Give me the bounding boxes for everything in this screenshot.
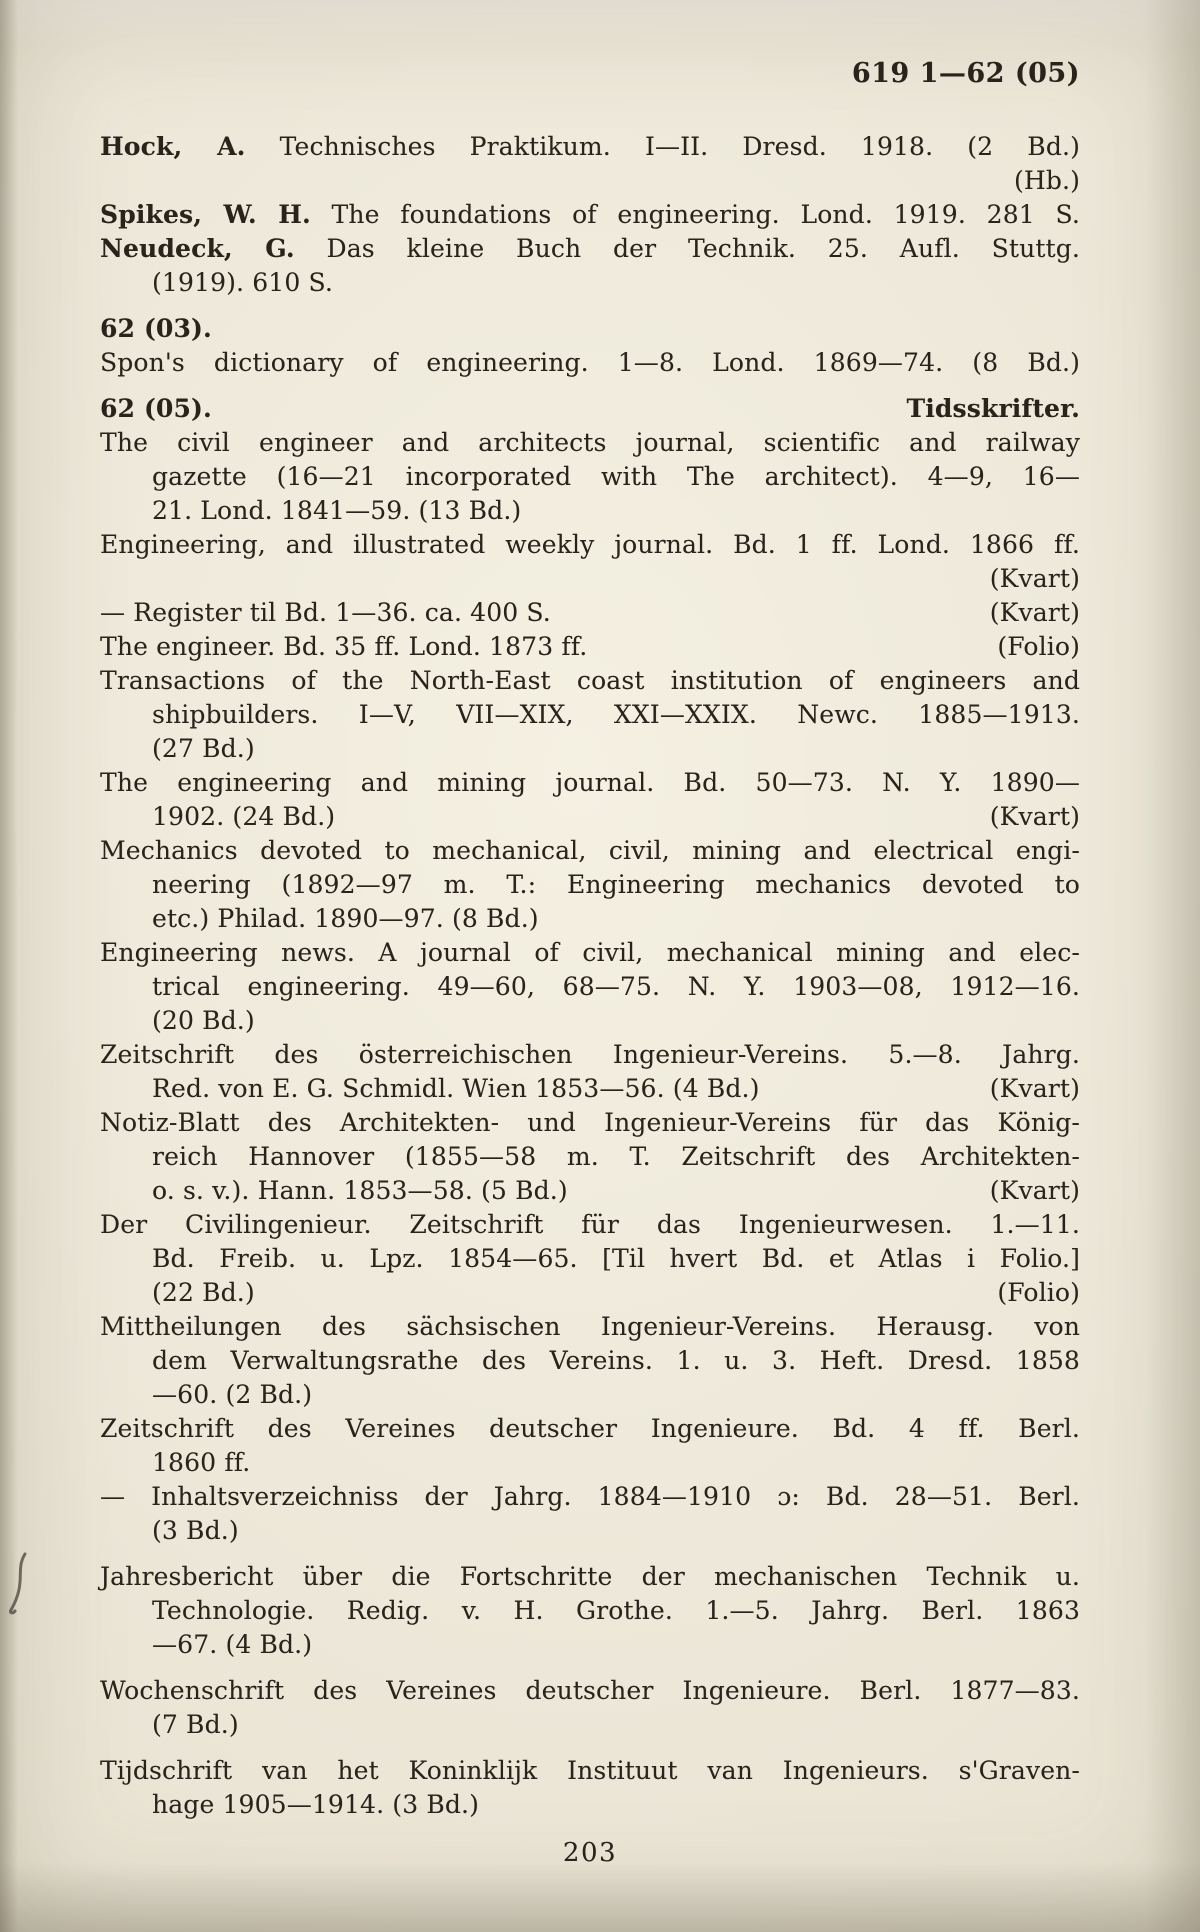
entry-text: The foundations of engineering. Lond. 1919. 281 S. [331, 200, 1080, 229]
entry-text: —60. (2 Bd.) [152, 1380, 313, 1409]
entry-text: hage 1905—1914. (3 Bd.) [152, 1790, 480, 1819]
entry-text: Mittheilungen des sächsischen Ingenieur-Vereins. Herausg. von [100, 1312, 1080, 1341]
entry-text: (3 Bd.) [152, 1516, 239, 1545]
entry-line [100, 164, 1080, 198]
entry-text: Jahresbericht über die Fortschritte der mechanischen Technik u. [100, 1562, 1080, 1591]
entry-text: Wochenschrift des Vereines deutscher Ingenieure. Berl. 1877—83. [100, 1676, 1080, 1705]
entry-line [100, 494, 1080, 528]
entry-text: — Register til Bd. 1—36. ca. 400 S. [100, 598, 551, 627]
entry-line [100, 198, 1080, 232]
entry-right-annotation: (Hb.) [1013, 166, 1080, 195]
entry-text: Bd. Freib. u. Lpz. 1854—65. [Til hvert Bd. et Atlas i Folio.] [152, 1244, 1080, 1273]
entry-line [100, 460, 1080, 494]
entry-text: Spon's dictionary of engineering. 1—8. Lond. 1869—74. (8 Bd.) [100, 348, 1080, 377]
text-block [100, 130, 1080, 1822]
entry-line [100, 1276, 1080, 1310]
entry-text: The engineering and mining journal. Bd. 50—73. N. Y. 1890— [100, 768, 1080, 797]
entry-text: The engineer. Bd. 35 ff. Lond. 1873 ff. [100, 632, 588, 661]
entry-line [100, 266, 1080, 300]
entry-right-annotation: (Kvart) [989, 1074, 1080, 1103]
entry-bold-text: 62 (05). [100, 394, 212, 423]
entry-line [100, 902, 1080, 936]
entry-line [100, 1174, 1080, 1208]
pen-stroke-mark-icon [4, 1552, 34, 1616]
entry-line [100, 1788, 1080, 1822]
entry-bold-text: Hock, A. [100, 132, 246, 161]
entry-bold-text: 62 (03). [100, 314, 212, 343]
entry-line [100, 232, 1080, 266]
entry-line [100, 698, 1080, 732]
entry-text: Notiz-Blatt des Architekten- und Ingenieur-Vereins für das König- [100, 1108, 1080, 1137]
entry-line [100, 130, 1080, 164]
entry-line [100, 1480, 1080, 1514]
entry-text: (20 Bd.) [152, 1006, 255, 1035]
entry-right-annotation: (Kvart) [989, 598, 1080, 627]
entry-line [100, 664, 1080, 698]
entry-line [100, 1594, 1080, 1628]
entry-text: (1919). 610 S. [152, 268, 333, 297]
entry-line [100, 970, 1080, 1004]
entry-text: o. s. v.). Hann. 1853—58. (5 Bd.) [152, 1176, 568, 1205]
entry-text: 21. Lond. 1841—59. (13 Bd.) [152, 496, 522, 525]
entry-line [100, 936, 1080, 970]
entry-text: — Inhaltsverzeichniss der Jahrg. 1884—1910 ɔ: Bd. 28—51. Berl. [100, 1482, 1080, 1511]
entry-line [100, 1208, 1080, 1242]
entry-line [100, 1628, 1080, 1662]
entry-text: Tijdschrift van het Koninklijk Instituut van Ingenieurs. s'Graven- [100, 1756, 1080, 1785]
entry-text: trical engineering. 49—60, 68—75. N. Y. 1903—08, 1912—16. [152, 972, 1080, 1001]
entry-line [100, 1004, 1080, 1038]
entry-line [100, 1140, 1080, 1174]
entry-text: Red. von E. G. Schmidl. Wien 1853—56. (4 Bd.) [152, 1074, 760, 1103]
entry-right-annotation: (Kvart) [989, 1176, 1080, 1205]
entry-text: The civil engineer and architects journal, scientific and railway [100, 428, 1080, 457]
entry-line [100, 1560, 1080, 1594]
entry-text: (7 Bd.) [152, 1710, 239, 1739]
entry-line [100, 732, 1080, 766]
entry-line [100, 1106, 1080, 1140]
entry-text: Mechanics devoted to mechanical, civil, mining and electrical engi- [100, 836, 1080, 865]
entry-text: Technisches Praktikum. I—II. Dresd. 1918. (2 Bd.) [279, 132, 1080, 161]
entry-text: Der Civilingenieur. Zeitschrift für das Ingenieurwesen. 1.—11. [100, 1210, 1080, 1239]
entry-line [100, 1708, 1080, 1742]
entry-text: gazette (16—21 incorporated with The architect). 4—9, 16— [152, 462, 1080, 491]
entry-line [100, 1514, 1080, 1548]
entry-line [100, 528, 1080, 562]
entry-line [100, 766, 1080, 800]
entry-line [100, 630, 1080, 664]
entry-line [100, 562, 1080, 596]
entry-line [100, 1038, 1080, 1072]
entry-bold-text: Neudeck, G. [100, 234, 295, 263]
entry-text: (27 Bd.) [152, 734, 255, 763]
entry-line [100, 346, 1080, 380]
entry-line [100, 392, 1080, 426]
entry-text: dem Verwaltungsrathe des Vereins. 1. u. 3. Heft. Dresd. 1858 [152, 1346, 1080, 1375]
entry-line [100, 426, 1080, 460]
entry-right-annotation: (Kvart) [989, 564, 1080, 593]
entry-line [100, 1446, 1080, 1480]
entry-text: Engineering news. A journal of civil, mechanical mining and elec- [100, 938, 1080, 967]
entry-text: Zeitschrift des Vereines deutscher Ingenieure. Bd. 4 ff. Berl. [100, 1414, 1080, 1443]
entry-line [100, 1412, 1080, 1446]
entry-right-annotation: Tidsskrifter. [906, 394, 1080, 423]
entry-text: Das kleine Buch der Technik. 25. Aufl. Stuttg. [326, 234, 1080, 263]
entry-bold-text: Spikes, W. H. [100, 200, 311, 229]
entry-text: 1902. (24 Bd.) [152, 802, 336, 831]
entry-line [100, 1242, 1080, 1276]
entry-line [100, 1378, 1080, 1412]
entry-line [100, 1674, 1080, 1708]
entry-text: shipbuilders. I—V, VII—XIX, XXI—XXIX. Newc. 1885—1913. [152, 700, 1080, 729]
entry-line [100, 596, 1080, 630]
entry-text: neering (1892—97 m. T.: Engineering mechanics devoted to [152, 870, 1080, 899]
entry-text: Transactions of the North-East coast institution of engineers and [100, 666, 1080, 695]
entry-line [100, 868, 1080, 902]
entry-text: —67. (4 Bd.) [152, 1630, 313, 1659]
entry-text: Zeitschrift des österreichischen Ingenieur-Vereins. 5.—8. Jahrg. [100, 1040, 1080, 1069]
entry-text: reich Hannover (1855—58 m. T. Zeitschrift des Architekten- [152, 1142, 1080, 1171]
entry-text: 1860 ff. [152, 1448, 251, 1477]
entry-line [100, 1344, 1080, 1378]
entry-line [100, 1310, 1080, 1344]
entry-right-annotation: (Folio) [997, 1278, 1080, 1307]
entry-text: Engineering, and illustrated weekly journal. Bd. 1 ff. Lond. 1866 ff. [100, 530, 1080, 559]
entry-line [100, 834, 1080, 868]
entry-line [100, 312, 1080, 346]
entry-right-annotation: (Folio) [997, 632, 1080, 661]
entry-right-annotation: (Kvart) [989, 802, 1080, 831]
entry-text: etc.) Philad. 1890—97. (8 Bd.) [152, 904, 539, 933]
classmark-header: 619 1—62 (05) [851, 58, 1080, 89]
entry-line [100, 800, 1080, 834]
page-number: 203 [562, 1838, 618, 1868]
entry-line [100, 1072, 1080, 1106]
entry-line [100, 1754, 1080, 1788]
entry-text: (22 Bd.) [152, 1278, 255, 1307]
entry-text: Technologie. Redig. v. H. Grothe. 1.—5. Jahrg. Berl. 1863 [152, 1596, 1080, 1625]
